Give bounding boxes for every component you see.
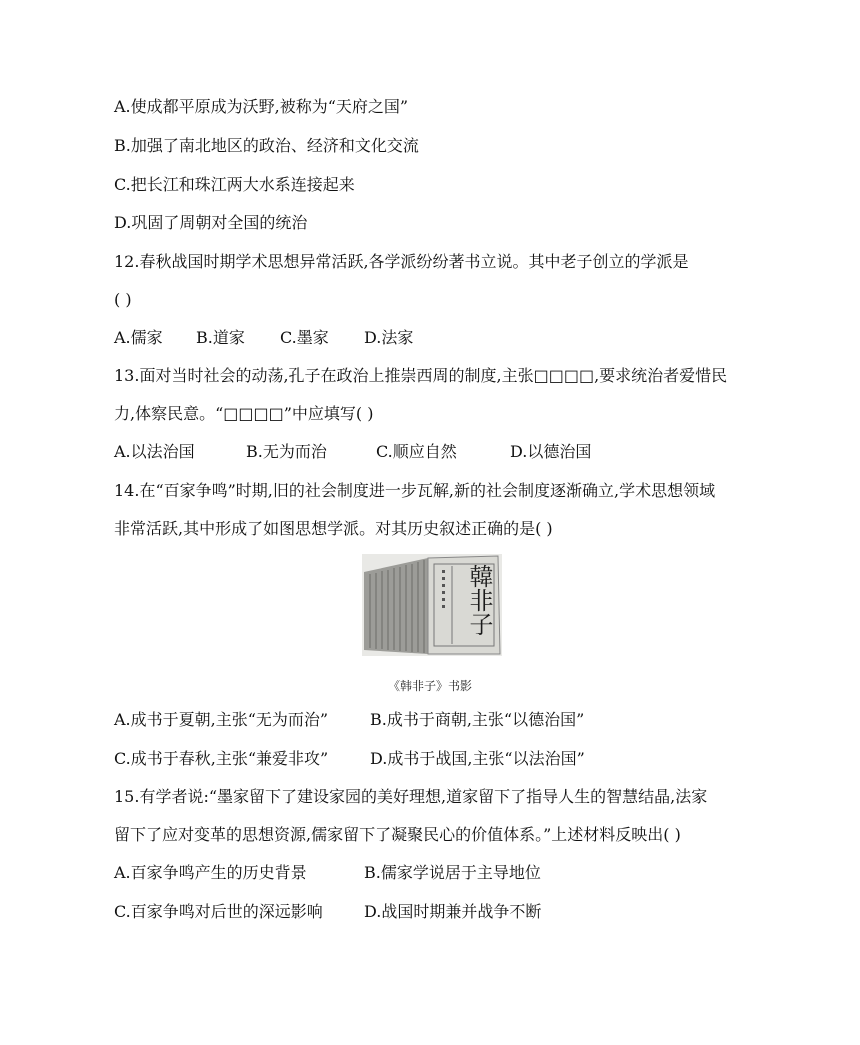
q14-options-row2 [114, 749, 814, 769]
q11-option-a: A.使成都平原成为沃野,被称为“天府之国” [114, 97, 409, 116]
figure-caption: 《韩非子》书影 [387, 679, 472, 693]
q15-option-a: A.百家争鸣产生的历史背景 [114, 863, 307, 882]
q13-option-d: D.以德治国 [510, 442, 592, 461]
q13-option-c: C.顺应自然 [376, 442, 457, 461]
q14-options-row1 [114, 710, 814, 730]
q13-stem-line2: 力,体察民意。“□□□□”中应填写( ) [114, 404, 374, 423]
q14-stem-line2: 非常活跃,其中形成了如图思想学派。对其历史叙述正确的是( ) [114, 519, 553, 538]
hanfeizi-book-image [362, 554, 502, 656]
q12-option-a: A.儒家 [114, 328, 163, 347]
q12-option-d: D.法家 [364, 328, 414, 347]
q15-stem-line1: 15.有学者说:“墨家留下了建设家园的美好理想,道家留下了指导人生的智慧结晶,法家 [114, 787, 708, 806]
q11-option-b: B.加强了南北地区的政治、经济和文化交流 [114, 136, 419, 155]
q12-stem: 12.春秋战国时期学术思想异常活跃,各学派纷纷著书立说。其中老子创立的学派是 [114, 252, 689, 271]
q15-option-d: D.战国时期兼并战争不断 [364, 902, 542, 921]
q15-options-row2 [114, 902, 814, 922]
q13-option-b: B.无为而治 [246, 442, 327, 461]
q14-option-c: C.成书于春秋,主张“兼爱非攻” [114, 749, 329, 768]
q13-options [114, 442, 814, 462]
q13-option-a: A.以法治国 [114, 442, 195, 461]
q15-stem-line2: 留下了应对变革的思想资源,儒家留下了凝聚民心的价值体系。”上述材料反映出( ) [114, 825, 681, 844]
q12-options [114, 328, 814, 348]
q11-option-d: D.巩固了周朝对全国的统治 [114, 213, 308, 232]
q12-option-c: C.墨家 [280, 328, 329, 347]
q15-option-c: C.百家争鸣对后世的深远影响 [114, 902, 323, 921]
q12-answer-bracket: ( ) [114, 290, 132, 309]
q14-option-a: A.成书于夏朝,主张“无为而治” [114, 710, 329, 729]
q12-option-b: B.道家 [196, 328, 245, 347]
q15-option-b: B.儒家学说居于主导地位 [364, 863, 541, 882]
q14-stem-line1: 14.在“百家争鸣”时期,旧的社会制度进一步瓦解,新的社会制度逐渐确立,学术思想领域 [114, 481, 716, 500]
q14-option-b: B.成书于商朝,主张“以德治国” [370, 710, 585, 729]
book-cover-title: 韓非子 [465, 564, 493, 636]
q14-option-d: D.成书于战国,主张“以法治国” [370, 749, 585, 768]
q15-options-row1 [114, 863, 814, 883]
q11-option-c: C.把长江和珠江两大水系连接起来 [114, 175, 355, 194]
q13-stem-line1: 13.面对当时社会的动荡,孔子在政治上推崇西周的制度,主张□□□□,要求统治者爱惜民 [114, 366, 728, 385]
